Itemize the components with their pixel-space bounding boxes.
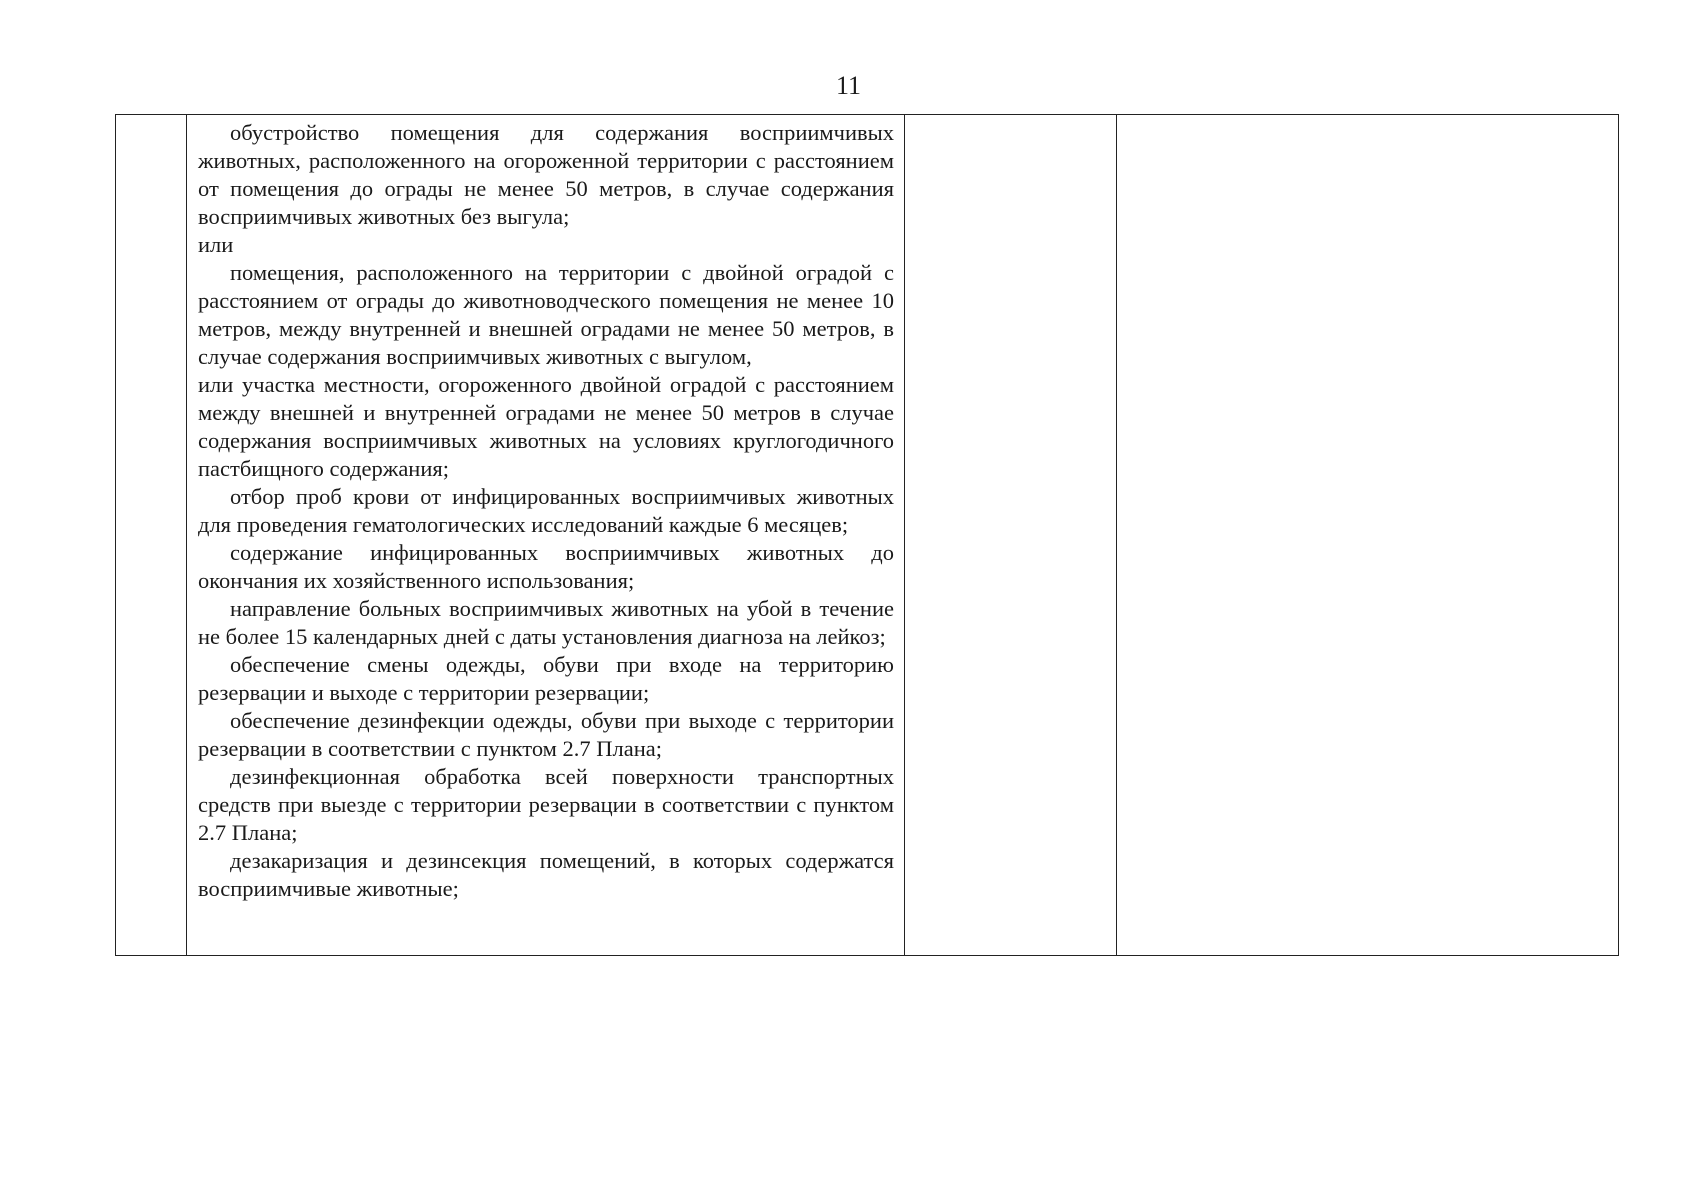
- measures-text: [187, 115, 904, 903]
- paragraph: или: [198, 232, 234, 257]
- page-number: 11: [835, 71, 862, 100]
- paragraph: или участка местности, огороженного двойной оградой с расстоянием между внешней и внутренней оградами не менее 50 метров в случае содержания восприимчивых животных на условиях круглогодичного пастбищного содержания;: [198, 372, 894, 481]
- cell-measures: [187, 115, 905, 956]
- paragraph: помещения, расположенного на территории с двойной оградой с расстоянием от ограды до животноводческого помещения не менее 10 метров, между внутренней и внешней оградами не менее 50 метров, в случае содержания восприимчивых животных с выгулом,: [198, 260, 894, 369]
- paragraph: дезинфекционная обработка всей поверхности транспортных средств при выезде с территории резервации в соответствии с пунктом 2.7 Плана;: [198, 764, 894, 845]
- paragraph: обеспечение смены одежды, обуви при входе на территорию резервации и выходе с территории резервации;: [198, 652, 894, 705]
- paragraph: направление больных восприимчивых животных на убой в течение не более 15 календарных дней с даты установления диагноза на лейкоз;: [198, 596, 894, 649]
- paragraph: отбор проб крови от инфицированных восприимчивых животных для проведения гематологических исследований каждые 6 месяцев;: [198, 484, 894, 537]
- paragraph: дезакаризация и дезинсекция помещений, в которых содержатся восприимчивые животные;: [198, 848, 894, 901]
- cell-number: [116, 115, 187, 956]
- cell-deadline: [905, 115, 1117, 956]
- paragraph: обустройство помещения для содержания восприимчивых животных, расположенного на огороженной территории с расстоянием от помещения до ограды не менее 50 метров, в случае содержания восприимчивых животных без выгула;: [198, 120, 894, 229]
- measures-table: [115, 114, 1619, 956]
- paragraph: содержание инфицированных восприимчивых животных до окончания их хозяйственного использования;: [198, 540, 894, 593]
- paragraph: обеспечение дезинфекции одежды, обуви при выходе с территории резервации в соответствии с пунктом 2.7 Плана;: [198, 708, 894, 761]
- cell-responsible: [1117, 115, 1619, 956]
- table-row: [116, 115, 1619, 956]
